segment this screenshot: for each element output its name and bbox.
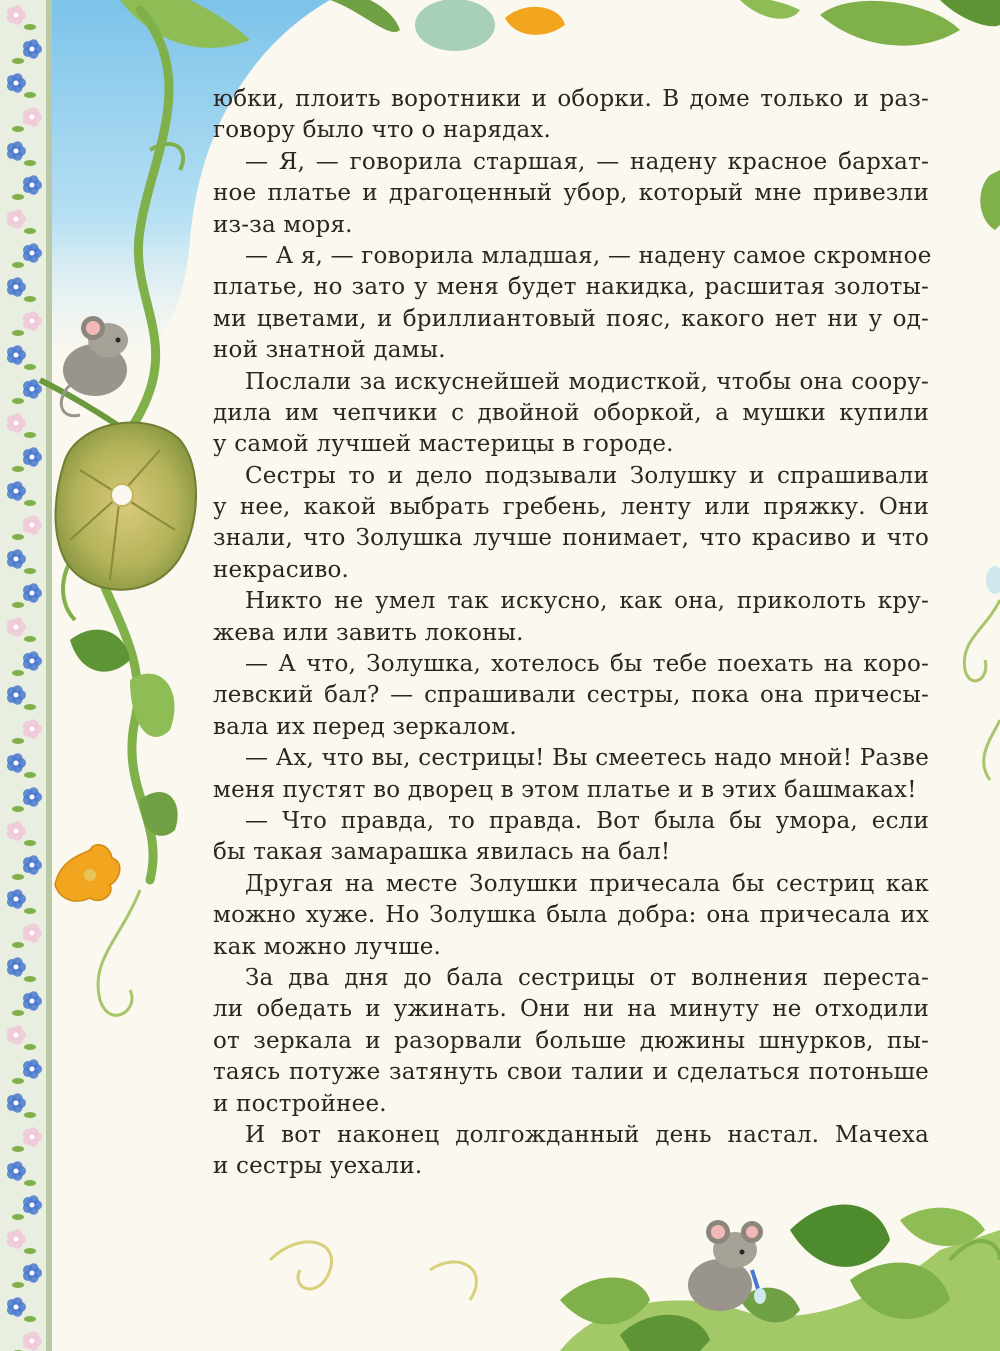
leaf xyxy=(740,0,800,19)
flower xyxy=(55,845,120,901)
text-line: у нее, какой выбрать гребень, ленту или пряжку. Они xyxy=(213,494,929,521)
text-line: некрасиво. xyxy=(213,556,350,583)
text-line: меня пустят во дворец в этом платье и в этих башмаках! xyxy=(213,776,917,803)
text-line: можно хуже. Но Золушка была добра: она причесала их xyxy=(213,902,929,929)
leaf xyxy=(820,1,960,46)
bottom-foliage xyxy=(270,1205,1000,1351)
text-line: дила им чепчики с двойной оборкой, а мушки купили xyxy=(213,399,929,426)
text-line: — Ах, что вы, сестрицы! Вы смеетесь надо мной! Разве xyxy=(245,745,929,772)
text-line: из-за моря. xyxy=(213,211,353,238)
text-line: жева или завить локоны. xyxy=(213,619,524,646)
text-line: вала их перед зеркалом. xyxy=(213,713,517,740)
text-line: юбки, плоить воротники и оборки. В доме только и раз- xyxy=(213,86,929,112)
bud xyxy=(415,0,495,51)
leaf xyxy=(980,170,1000,230)
text-line: Никто не умел так искусно, как она, приколоть кру- xyxy=(245,588,929,615)
text-line: бы такая замарашка явилась на бал! xyxy=(213,839,671,866)
text-line: ное платье и драгоценный убор, который мне привезли xyxy=(213,180,929,207)
bud xyxy=(986,566,1000,594)
flower-center xyxy=(111,484,133,506)
text-line: левский бал? — спрашивали сестры, пока она причесы- xyxy=(213,682,929,709)
story-text xyxy=(213,84,932,1183)
text-line: — Что правда, то правда. Вот была бы умора, если xyxy=(245,807,929,834)
text-line: — А я, — говорила младшая, — надену самое скромное xyxy=(245,242,932,269)
text-line: Сестры то и дело подзывали Золушку и спрашивали xyxy=(245,462,929,489)
text-line: За два дня до бала сестрицы от волнения переста- xyxy=(245,964,929,991)
text-line: как можно лучше. xyxy=(213,933,442,960)
big-leaf xyxy=(56,423,196,590)
text-line: — Я, — говорила старшая, — надену красное бархат- xyxy=(245,148,929,175)
floral-border xyxy=(0,0,52,1351)
text-line: говору было что о нарядах. xyxy=(213,117,552,144)
text-line: Послали за искуснейшей модисткой, чтобы она соору- xyxy=(245,368,929,395)
text-line: ми цветами, и бриллиантовый пояс, какого нет ни у од- xyxy=(213,305,929,332)
text-line: И вот наконец долгожданный день настал. Мачеха xyxy=(245,1121,929,1148)
text-line: таясь потуже затянуть свои талии и сделаться потоньше xyxy=(213,1059,929,1086)
right-vine xyxy=(964,170,1000,780)
text-line: у самой лучшей мастерицы в городе. xyxy=(213,431,674,458)
text-line: платье, но зато у меня будет накидка, расшитая золоты- xyxy=(213,274,929,301)
text-line: знали, что Золушка лучше понимает, что красиво и что xyxy=(213,525,929,552)
text-line: — А что, Золушка, хотелось бы тебе поехать на коро- xyxy=(245,651,929,678)
text-line: от зеркала и разорвали больше дюжины шнурков, пы- xyxy=(213,1027,929,1054)
leaf xyxy=(790,1205,890,1267)
text-line: и постройнее. xyxy=(213,1090,387,1117)
text-line: ли обедать и ужинать. Они ни на минуту не отходили xyxy=(213,996,929,1023)
leaf xyxy=(330,0,400,32)
text-line: и сестры уехали. xyxy=(213,1153,423,1180)
mouse xyxy=(688,1220,766,1311)
flower-bud xyxy=(505,7,565,35)
text-line: Другая на месте Золушки причесала бы сестриц как xyxy=(245,870,929,897)
text-line: ной знатной дамы. xyxy=(213,337,446,364)
